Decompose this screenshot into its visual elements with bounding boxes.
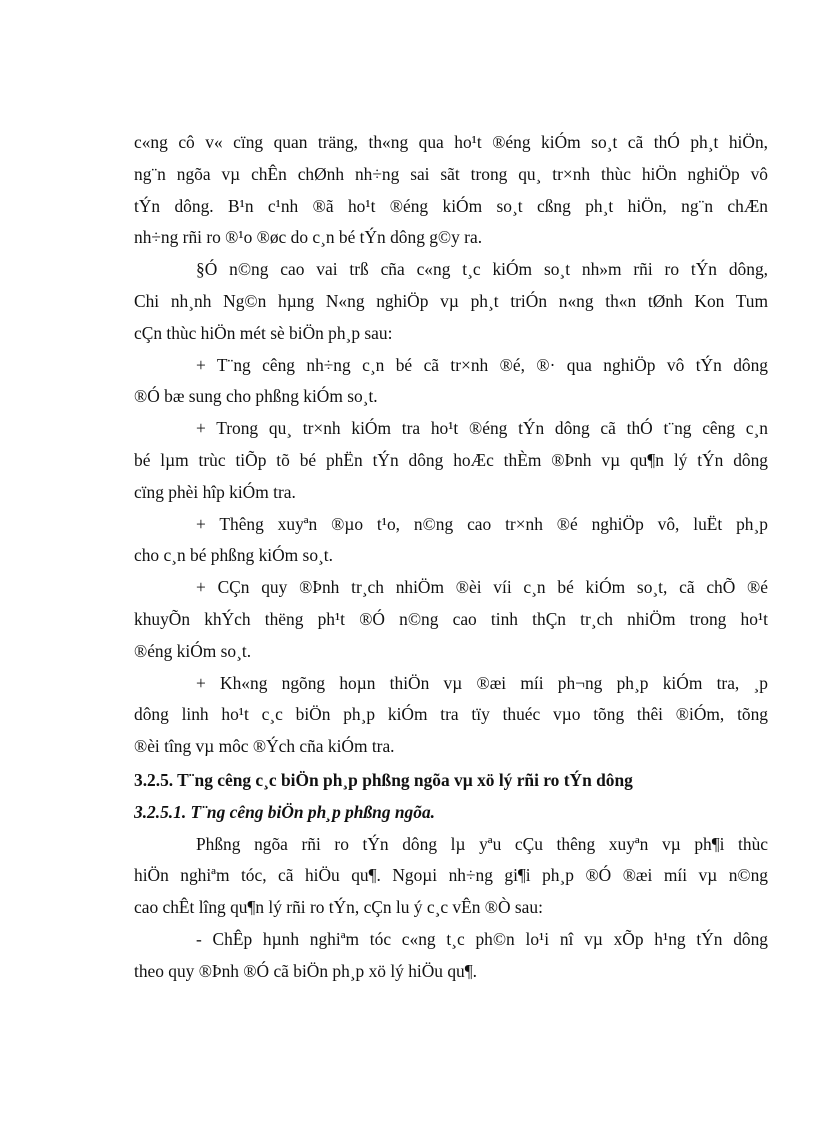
section-heading: 3.2.5. T¨ng cêng c¸c biÖn ph¸p phßng ngõa vµ xö lý rñi ro tÝn dông [134,769,633,790]
text-line: cho c¸n bé phßng kiÓm so¸t. [134,545,333,566]
text-line: + Kh«ng ngõng hoµn thiÖn vµ ®æi míi ph¬ng ph¸p kiÓm tra, ¸p [196,672,768,693]
text-line: cÇn thùc hiÖn mét sè biÖn ph¸p sau: [134,322,393,343]
text-line: + Thêng xuyªn ®µo t¹o, n©ng cao tr×nh ®é nghiÖp vô, luËt ph¸p [196,513,768,534]
text-line: nh÷ng rñi ro ®¹o ®øc do c¸n bé tÝn dông g©y ra. [134,227,483,248]
list-item [134,668,768,763]
text-line: Phßng ngõa rñi ro tÝn dông lµ yªu cÇu thêng xuyªn vµ ph¶i thùc [196,833,768,854]
text-line: hiÖn nghiªm tóc, cã hiÖu qu¶. Ngoµi nh÷ng gi¶i ph¸p ®Ó ®æi míi vµ n©ng [134,865,768,886]
text-line: ®Ó bæ sung cho phßng kiÓm so¸t. [134,386,378,407]
text-line: + Trong qu¸ tr×nh kiÓm tra ho¹t ®éng tÝn dông cã thÓ t¨ng cêng c¸n [196,418,768,439]
paragraph-control-role [134,254,768,349]
text-line: Chi nh¸nh Ng©n hµng N«ng nghiÖp vµ ph¸t triÓn n«ng th«n tØnh Kon Tum [134,290,768,311]
text-line: khuyÕn khÝch thëng ph¹t ®Ó n©ng cao tinh thÇn tr¸ch nhiÖm trong ho¹t [134,608,768,629]
text-line: cao chÊt lîng qu¶n lý rñi ro tÝn, cÇn lu ý c¸c vÊn ®Ò sau: [134,897,543,918]
text-line: bé lµm trùc tiÕp tõ bé phËn tÝn dông hoÆc thÈm ®Þnh vµ qu¶n lý tÝn dông [134,449,768,470]
paragraph-intro [134,127,768,254]
text-line: theo quy ®Þnh ®Ó cã biÖn ph¸p xö lý hiÖu qu¶. [134,960,477,981]
paragraph-prevention [134,829,768,924]
list-item [134,509,768,573]
text-line: + CÇn quy ®Þnh tr¸ch nhiÖm ®èi víi c¸n bé kiÓm so¸t, cã chÕ ®é [196,577,768,598]
text-line: ®èi tîng vµ môc ®Ých cña kiÓm tra. [134,736,395,757]
list-item [134,350,768,414]
list-item [134,924,768,988]
subsection-heading: 3.2.5.1. T¨ng cêng biÖn ph¸p phßng ngõa. [134,801,435,822]
list-item [134,572,768,667]
text-line: §Ó n©ng cao vai trß cña c«ng t¸c kiÓm so¸t nh»m rñi ro tÝn dông, [196,259,768,280]
text-line: + T¨ng cêng nh÷ng c¸n bé cã tr×nh ®é, ®· qua nghiÖp vô tÝn dông [196,354,768,375]
text-line: - ChÊp hµnh nghiªm tóc c«ng t¸c ph©n lo¹i nî vµ xÕp h¹ng tÝn dông [196,928,768,949]
list-item [134,413,768,508]
text-line: dông linh ho¹t c¸c biÖn ph¸p kiÓm tra tïy thuéc vµo tõng thêi ®iÓm, tõng [134,704,768,725]
text-line: tÝn dông. B¹n c¹nh ®ã ho¹t ®éng kiÓm so¸t cßng ph¸t hiÖn, ng¨n chÆn [134,195,768,216]
text-line: ®éng kiÓm so¸t. [134,640,252,661]
text-line: ng¨n ngõa vµ chÊn chØnh nh÷ng sai sãt trong qu¸ tr×nh thùc hiÖn nghiÖp vô [134,163,768,184]
text-line: c«ng cô v« cïng quan träng, th«ng qua ho¹t ®éng kiÓm so¸t cã thÓ ph¸t hiÖn, [134,132,768,152]
text-line: cïng phèi hîp kiÓm tra. [134,481,296,502]
